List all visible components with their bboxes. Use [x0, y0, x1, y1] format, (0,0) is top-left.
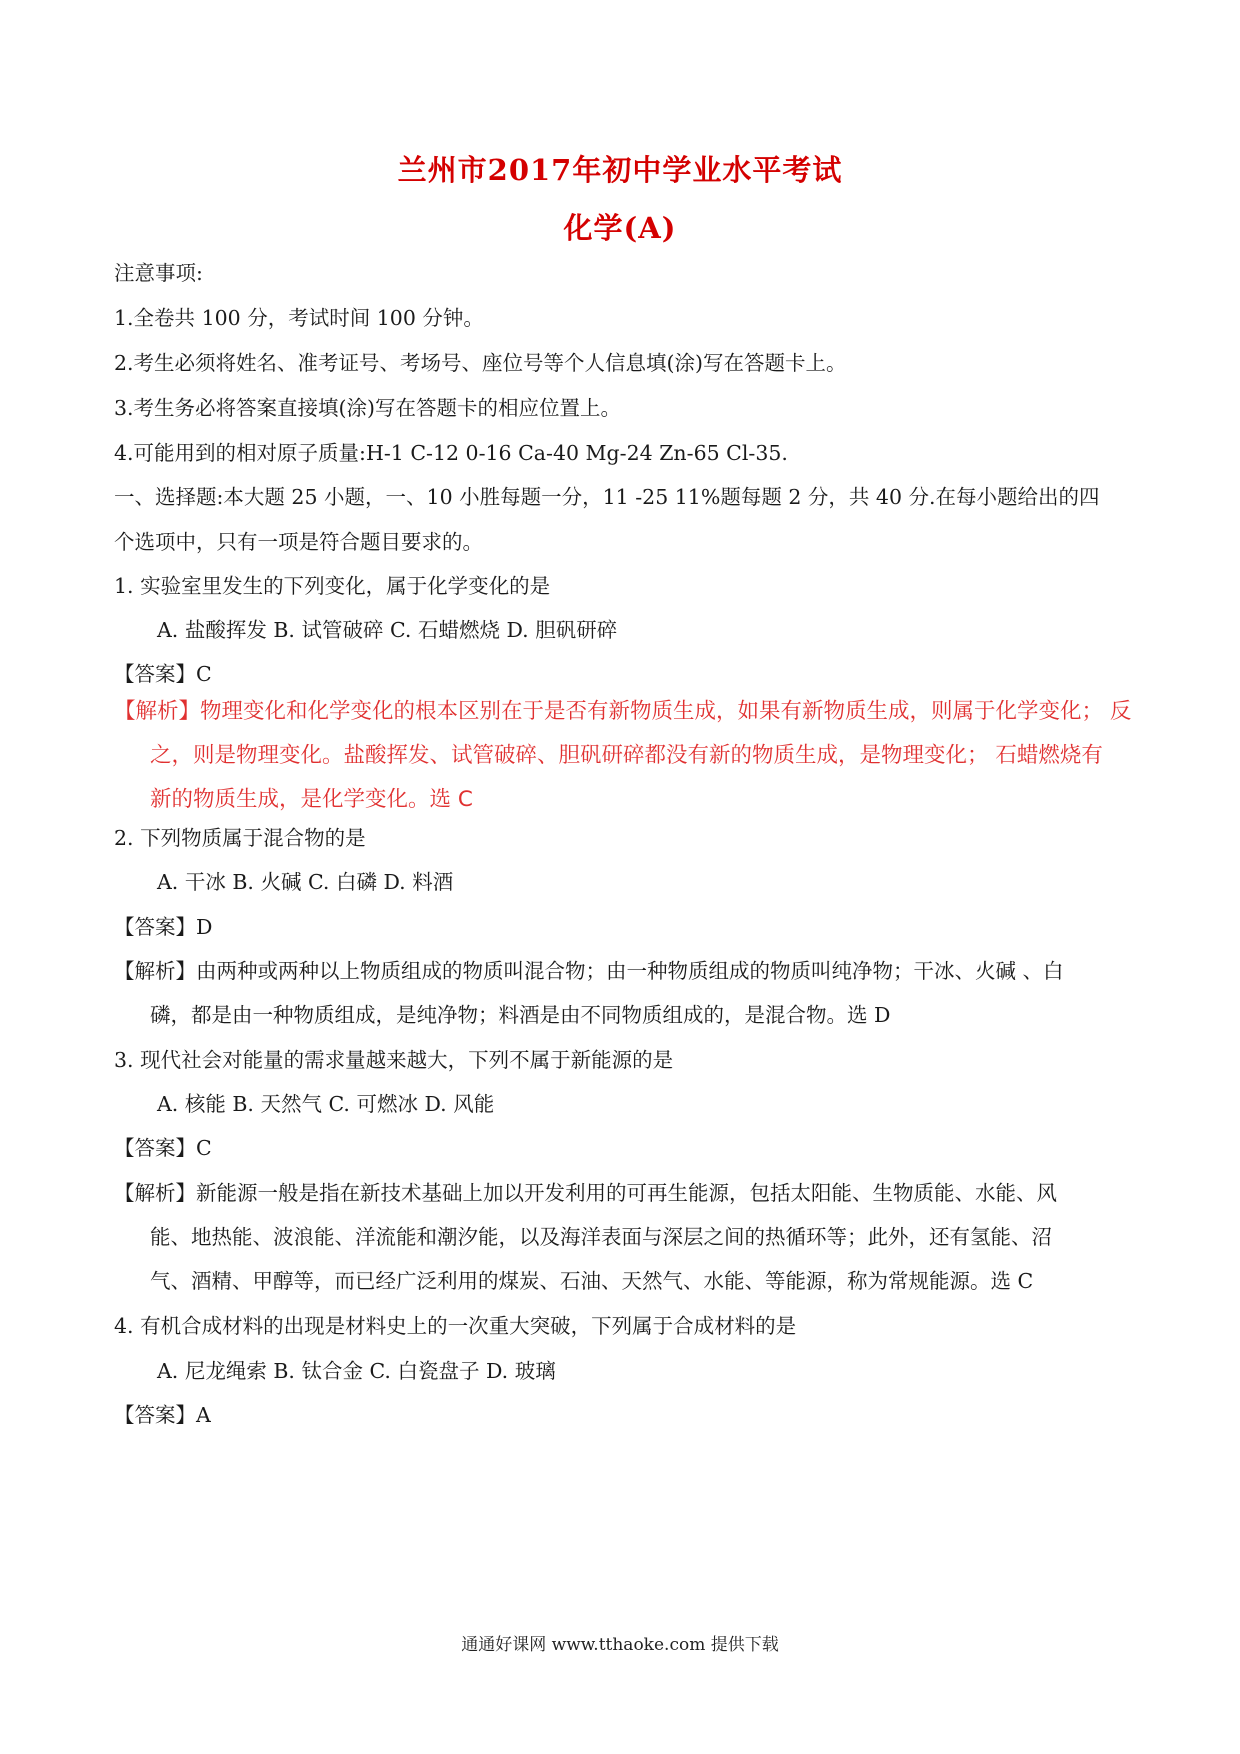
- analysis-text: 由两种或两种以上物质组成的物质叫混合物；由一种物质组成的物质叫纯净物；干冰、火碱 、白: [196, 959, 1064, 983]
- exam-title: 兰州市2017年初中学业水平考试: [397, 153, 843, 187]
- analysis-tag: 【解析】: [114, 1181, 196, 1205]
- question-options: A. 尼龙绳索 B. 钛合金 C. 白瓷盘子 D. 玻璃: [157, 1359, 556, 1383]
- answer: 【答案】C: [114, 662, 212, 686]
- question-stem: 4. 有机合成材料的出现是材料史上的一次重大突破，下列属于合成材料的是: [114, 1314, 797, 1338]
- section-intro: 个选项中，只有一项是符合题目要求的。: [114, 530, 483, 554]
- analysis-text: 新能源一般是指在新技术基础上加以开发利用的可再生能源，包括太阳能、生物质能、水能、风: [196, 1181, 1057, 1205]
- notice-item: 4.可能用到的相对原子质量:H-1 C-12 0-16 Ca-40 Mg-24 Zn-65 Cl-35.: [114, 441, 788, 465]
- question-options: A. 干冰 B. 火碱 C. 白磷 D. 料酒: [157, 870, 454, 894]
- analysis-line: 新的物质生成，是化学变化。选 C: [150, 787, 473, 812]
- analysis-text: 物理变化和化学变化的根本区别在于是否有新物质生成，如果有新物质生成，则属于化学变化； 反: [200, 699, 1132, 724]
- question-stem: 3. 现代社会对能量的需求量越来越大，下列不属于新能源的是: [114, 1048, 674, 1072]
- section-intro: 一、选择题:本大题 25 小题，一、10 小胜每题一分，11 -25 11%题每题 2 分，共 40 分.在每小题给出的四: [114, 485, 1100, 509]
- notice-item: 1.全卷共 100 分，考试时间 100 分钟。: [114, 306, 484, 330]
- analysis-line: 之，则是物理变化。盐酸挥发、试管破碎、胆矾研碎都没有新的物质生成，是物理变化； 石蜡燃烧有: [150, 743, 1103, 768]
- question-stem: 1. 实验室里发生的下列变化，属于化学变化的是: [114, 574, 551, 598]
- analysis-line: 能、地热能、波浪能、洋流能和潮汐能，以及海洋表面与深层之间的热循环等；此外，还有氢能、沼: [150, 1225, 1052, 1249]
- notice-item: 3.考生务必将答案直接填(涂)写在答题卡的相应位置上。: [114, 396, 622, 420]
- analysis-line: 磷，都是由一种物质组成，是纯净物；料酒是由不同物质组成的，是混合物。选 D: [150, 1003, 891, 1027]
- page-footer: 通通好课网 www.tthaoke.com 提供下载: [461, 1635, 779, 1655]
- analysis-line: [114, 697, 1134, 727]
- question-options: A. 核能 B. 天然气 C. 可燃冰 D. 风能: [157, 1092, 495, 1116]
- answer: 【答案】D: [114, 915, 213, 939]
- answer: 【答案】A: [114, 1403, 211, 1427]
- notice-item: 2.考生必须将姓名、准考证号、考场号、座位号等个人信息填(涂)写在答题卡上。: [114, 351, 847, 375]
- analysis-tag: 【解析】: [114, 959, 196, 983]
- question-stem: 2. 下列物质属于混合物的是: [114, 826, 366, 850]
- analysis-tag: 【解析】: [114, 699, 201, 724]
- notice-heading: 注意事项:: [114, 261, 203, 285]
- analysis-line: 气、酒精、甲醇等，而已经广泛利用的煤炭、石油、天然气、水能、等能源，称为常规能源。选 C: [150, 1269, 1034, 1293]
- answer: 【答案】C: [114, 1136, 212, 1160]
- analysis-line: [114, 1178, 1134, 1208]
- analysis-line: [114, 956, 1134, 986]
- question-options: A. 盐酸挥发 B. 试管破碎 C. 石蜡燃烧 D. 胆矾研碎: [157, 618, 618, 642]
- exam-subtitle: 化学(A): [563, 211, 677, 245]
